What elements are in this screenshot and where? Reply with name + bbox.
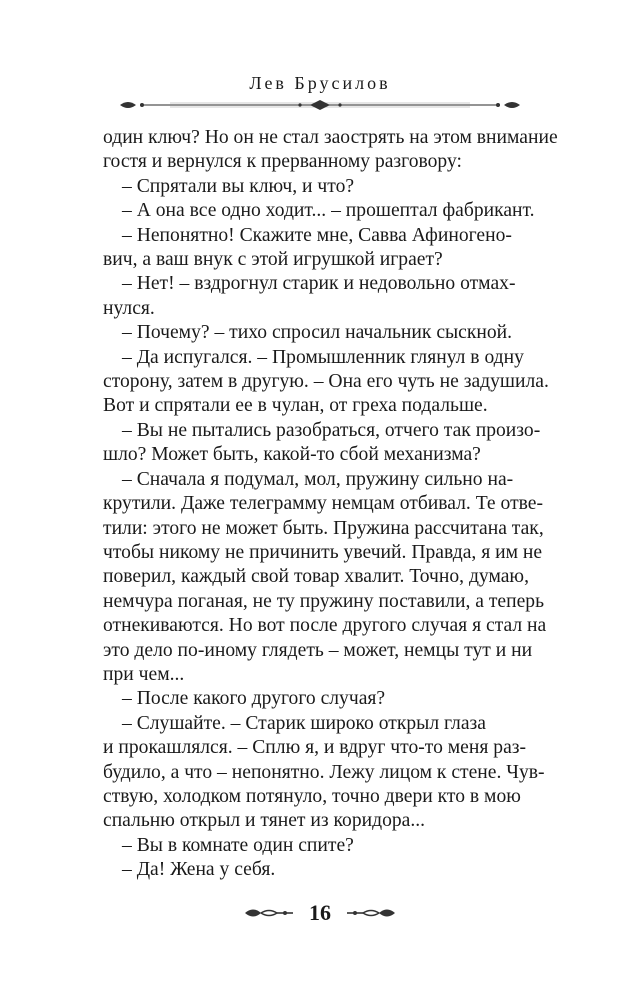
text-line: вич, а ваш внук с этой игрушкой играет? [103,249,443,271]
text-line: – Вы в комнате один спите? [122,834,354,856]
text-line: чтобы никому не причинить увечий. Правда, я им не [103,541,543,563]
text-line: – Непонятно! Скажите мне, Савва Афиногено- [122,224,512,246]
author-name: Лев Брусилов [249,73,391,93]
text-line: – Слушайте. – Старик широко открыл глаза [122,712,486,734]
running-header [0,72,640,112]
text-line: крутили. Даже телеграмму немцам отбивал. Те отве- [103,493,543,515]
text-line: – Почему? – тихо спросил начальник сыскной. [122,322,513,344]
page-number: 16 [309,900,331,925]
text-line: – А она все одно ходит... – прошептал фабрикант. [122,200,535,222]
text-line: гостя и вернулся к прерванному разговору: [103,151,462,173]
text-line: спальню открыл и тянет из коридора... [103,810,426,832]
text-line: – Вы не пытались разобраться, отчего так произо- [122,419,541,441]
text-line: будило, а что – непонятно. Лежу лицом к стене. Чув- [103,761,545,783]
text-line: – Спрятали вы ключ, и что? [122,175,355,197]
text-line: сторону, затем в другую. – Она его чуть не задушила. [103,371,549,393]
text-line: отнекиваются. Но вот после другого случая я стал на [103,615,547,637]
text-line: – Нет! – вздрогнул старик и недовольно отмах- [122,273,516,295]
text-line: и прокашлялся. – Сплю я, и вдруг что-то меня раз- [103,737,527,759]
text-line: – Да испугался. – Промышленник глянул в одну [122,346,524,368]
right-flourish-icon [345,906,397,920]
body-text [103,126,567,883]
text-line: поверил, каждый свой товар хвалит. Точно, думаю, [103,566,529,588]
text-line: это дело по-иному глядеть – может, немцы тут и ни [103,639,533,661]
text-line: тили: этого не может быть. Пружина рассчитана так, [103,517,544,539]
text-line: один ключ? Но он не стал заострять на этом внимание [103,127,558,148]
text-line: ствую, холодком потянуло, точно двери кто в мою [103,785,521,807]
page-footer [0,898,640,928]
text-line: немчура поганая, не ту пружину поставили, а теперь [103,590,545,612]
text-line: – После какого другого случая? [122,688,386,710]
text-line: нулся. [103,297,155,319]
left-flourish-icon [243,906,295,920]
text-line: – Сначала я подумал, мол, пружину сильно на- [122,468,514,490]
ornamental-rule-icon [110,98,530,112]
text-line: Вот и спрятали ее в чулан, от греха подальше. [103,395,488,417]
text-line: шло? Может быть, какой-то сбой механизма? [103,444,481,466]
text-line: – Да! Жена у себя. [122,859,276,881]
text-line: при чем... [103,663,185,685]
